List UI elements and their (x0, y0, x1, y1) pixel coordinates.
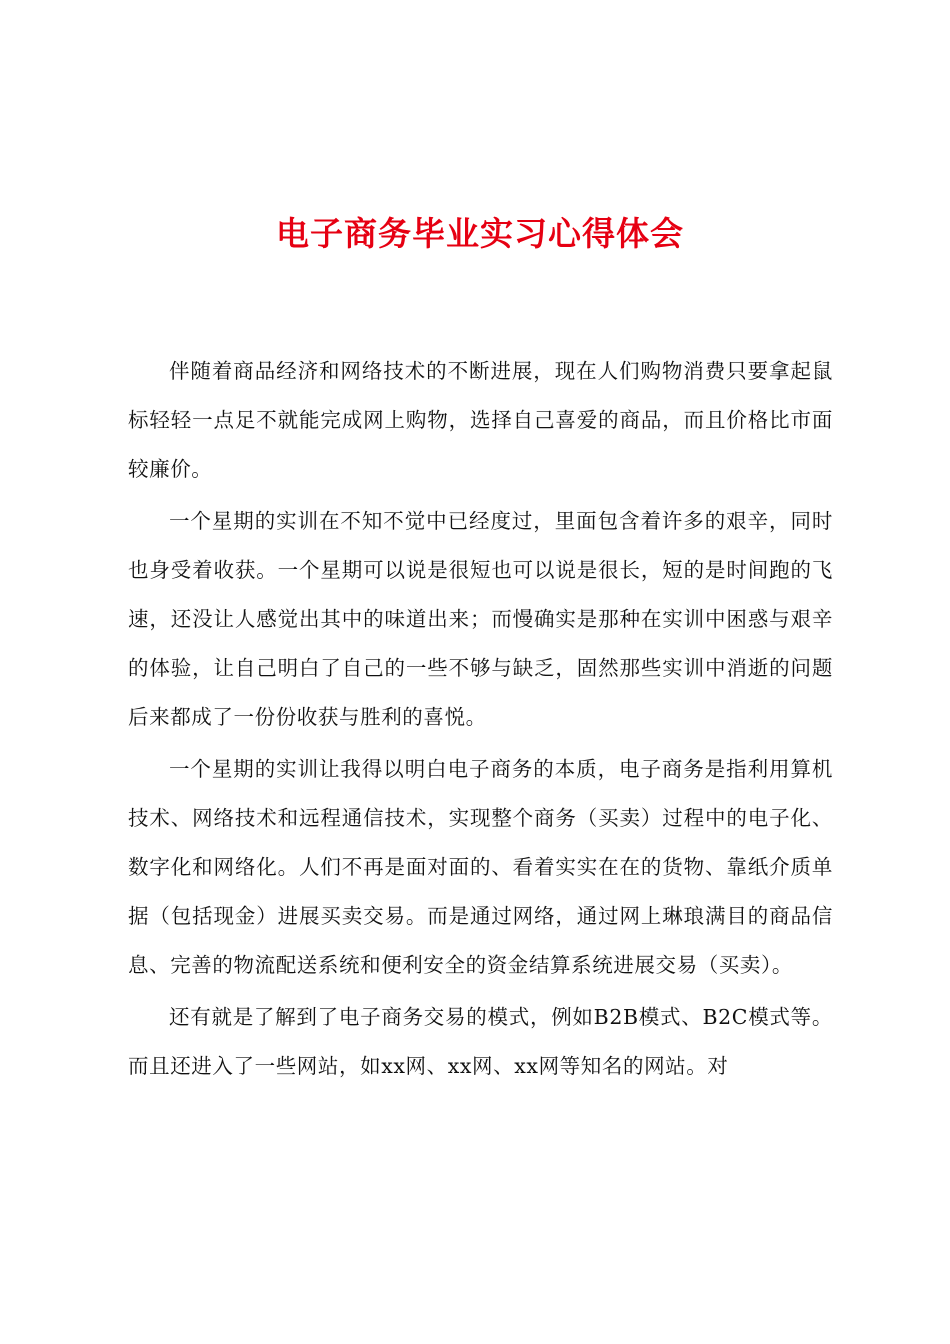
paragraph: 还有就是了解到了电子商务交易的模式，例如B2B模式、B2C模式等。而且还进入了一些网站，如xx网、xx网、xx网等知名的网站。对 (128, 1004, 833, 1078)
paragraph: 一个星期的实训让我得以明白电子商务的本质，电子商务是指利用算机技术、网络技术和远程通信技术，实现整个商务（买卖）过程中的电子化、数字化和网络化。人们不再是面对面的、看着实实在在的货物、靠纸介质单据（包括现金）进展买卖交易。而是通过网络，通过网上琳琅满目的商品信息、完善的物流配送系统和便利安全的资金结算系统进展交易（买卖）。 (128, 756, 833, 978)
document-title: 电子商务毕业实习心得体会 (276, 214, 684, 253)
document-body (128, 347, 833, 1093)
paragraph: 伴随着商品经济和网络技术的不断进展，现在人们购物消费只要拿起鼠标轻轻一点足不就能完成网上购物，选择自己喜爱的商品，而且价格比市面较廉价。 (128, 359, 833, 482)
paragraph: 一个星期的实训在不知不觉中已经度过，里面包含着许多的艰辛，同时也身受着收获。一个星期可以说是很短也可以说是很长，短的是时间跑的飞速，还没让人感觉出其中的味道出来；而慢确实是那种在实训中困惑与艰辛的体验，让自己明白了自己的一些不够与缺乏，固然那些实训中消逝的问题后来都成了一份份收获与胜利的喜悦。 (128, 508, 833, 730)
